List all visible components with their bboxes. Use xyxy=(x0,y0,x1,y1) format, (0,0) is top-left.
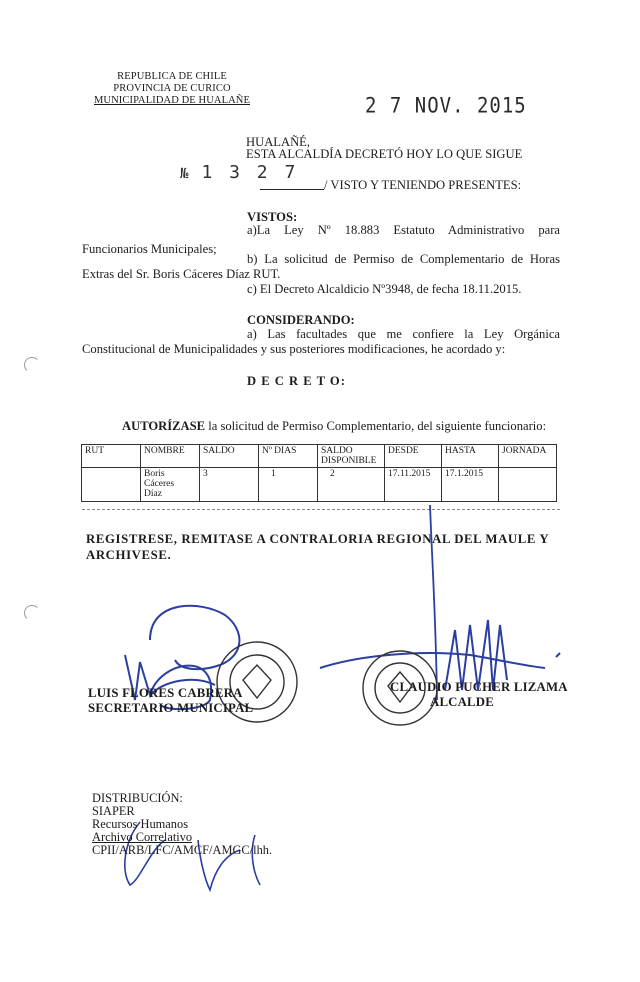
decree-number: 1 3 2 7 xyxy=(201,162,299,183)
right-signatory xyxy=(390,680,568,710)
header-cell: RUT xyxy=(82,445,141,468)
letterhead-province: PROVINCIA DE CURICO xyxy=(113,83,231,94)
vistos-c-line: c) El Decreto Alcaldicio Nº3948, de fecha 18.11.2015. xyxy=(247,282,522,296)
letterhead-municipality: MUNICIPALIDAD DE HUALAÑE xyxy=(93,95,250,106)
disponible-value: 2 xyxy=(330,469,335,479)
header-cell: NOMBRE xyxy=(141,445,200,468)
vistos-a-line2: Funcionarios Municipales; xyxy=(82,242,217,256)
nombre-part: Cáceres xyxy=(144,479,175,489)
stamp-prefix-icon: № xyxy=(180,166,192,182)
nombre-part: Díaz xyxy=(144,489,162,499)
vistos-b-line2: Extras del Sr. Boris Cáceres Díaz RUT. xyxy=(82,267,281,281)
considerando-a-line1: a) Las facultades que me confiere la Ley Orgánica xyxy=(247,327,560,341)
header-cell: DESDE xyxy=(385,445,442,468)
dias-value: 1 xyxy=(271,469,276,479)
distribution-item: SIAPER xyxy=(92,804,135,818)
cell-saldo: 3 xyxy=(200,468,259,502)
distribution-heading: DISTRIBUCIÓN: xyxy=(92,791,183,805)
left-signatory xyxy=(88,686,253,716)
cell-desde: 17.11.2015 xyxy=(385,468,442,502)
date-stamp: 2 7 NOV. 2015 xyxy=(365,93,527,119)
distribution-block xyxy=(92,792,272,857)
visto-line: / VISTO Y TENIENDO PRESENTES: xyxy=(324,178,522,192)
right-signatory-title: ALCALDE xyxy=(430,695,494,709)
binder-hole-mark xyxy=(24,605,40,621)
vistos-b-line1: b) La solicitud de Permiso de Complementario de Horas xyxy=(247,252,560,266)
header-cell: HASTA xyxy=(442,445,499,468)
decreto-heading: D E C R E T O: xyxy=(247,374,346,388)
considerando-heading: CONSIDERANDO: xyxy=(247,313,355,327)
city-line: HUALAÑÉ, xyxy=(246,135,311,149)
distribution-item: Recursos Humanos xyxy=(92,817,189,831)
right-signatory-name: CLAUDIO PUCHER LIZAMA xyxy=(390,680,568,694)
decree-statement: ESTA ALCALDÍA DECRETÓ HOY LO QUE SIGUE xyxy=(246,147,523,161)
distribution-item: CPII/ARB/LFC/AMCF/AMGC/lhh. xyxy=(92,843,273,857)
registrese-line1: REGISTRESE, REMITASE A CONTRALORIA REGIONAL DEL MAULE Y xyxy=(86,532,550,546)
letterhead-republic: REPUBLICA DE CHILE xyxy=(117,71,227,82)
vistos-heading: VISTOS: xyxy=(247,210,298,224)
registrese-line2: ARCHIVESE. xyxy=(86,548,172,562)
vistos-a-line1: a)La Ley Nº 18.883 Estatuto Administrativo para xyxy=(247,223,560,237)
distribution-item: Archivo Correlativo xyxy=(92,830,193,844)
binder-hole-mark xyxy=(24,357,40,373)
autoriza-text: la solicitud de Permiso Complementario, del siguiente funcionario: xyxy=(208,419,547,433)
header-cell: Nº DIAS xyxy=(259,445,318,468)
header-cell: SALDO xyxy=(200,445,259,468)
left-signatory-name: LUIS FLORES CABRERA xyxy=(88,686,243,700)
cell-hasta: 17.1.2015 xyxy=(442,468,499,502)
considerando-a-line2: Constitucional de Municipalidades y sus posteriores modificaciones, he acordado y: xyxy=(82,342,506,356)
left-signatory-title: SECRETARIO MUNICIPAL xyxy=(88,701,254,715)
nombre-part: Boris xyxy=(144,469,165,479)
autoriza-keyword: AUTORÍZASE xyxy=(122,419,206,433)
header-cell: SALDO DISPONIBLE xyxy=(318,445,385,468)
header-cell: JORNADA xyxy=(499,445,557,468)
